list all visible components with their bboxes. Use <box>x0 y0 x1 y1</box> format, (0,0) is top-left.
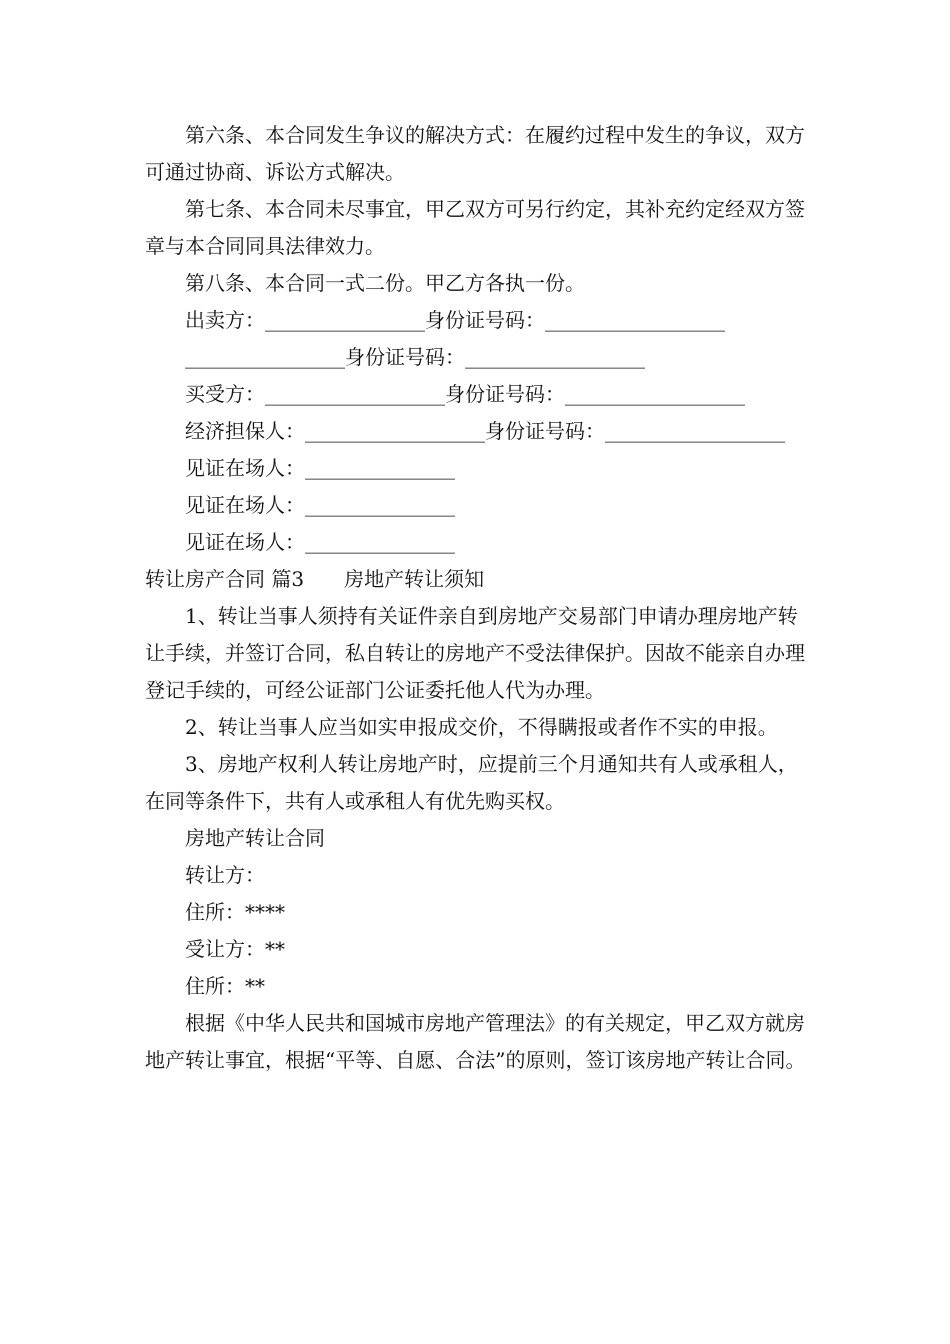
transferee-address-field: 住所：** <box>185 974 265 998</box>
transferee-field: 受让方：** <box>185 937 285 961</box>
document-body <box>145 117 810 1079</box>
notice-item-2: 2、转让当事人应当如实申报成交价，不得瞒报或者作不实的申报。 <box>185 715 778 739</box>
witness-signature-line: 见证在场人：_______________ <box>185 456 455 480</box>
transferor-field: 转让方： <box>185 863 265 887</box>
notice-item-3: 3、房地产权利人转让房地产时，应提前三个月通知共有人或承租人，在同等条件下，共有人或承租人有优先购买权。 <box>145 752 798 813</box>
section-heading: 转让房产合同 篇3 房地产转让须知 <box>145 567 485 591</box>
buyer-signature-line: 买受方：__________________身份证号码：__________________ <box>185 382 745 406</box>
article-6-paragraph: 第六条、本合同发生争议的解决方式：在履约过程中发生的争议，双方可通过协商、诉讼方式解决。 <box>145 123 805 184</box>
seller-second-signature-line: ________________身份证号码：__________________ <box>185 345 645 369</box>
seller-signature-line: 出卖方：________________身份证号码：__________________ <box>185 308 725 332</box>
guarantor-signature-line: 经济担保人：__________________身份证号码：__________________ <box>185 419 785 443</box>
witness-signature-line: 见证在场人：_______________ <box>185 493 455 517</box>
witness-signature-line: 见证在场人：_______________ <box>185 530 455 554</box>
notice-item-1: 1、转让当事人须持有关证件亲自到房地产交易部门申请办理房地产转让手续，并签订合同，私自转让的房地产不受法律保护。因故不能亲自办理登记手续的，可经公证部门公证委托他人代为办理。 <box>145 604 805 702</box>
contract-title: 房地产转让合同 <box>185 826 325 850</box>
article-7-paragraph: 第七条、本合同未尽事宜，甲乙双方可另行约定，其补充约定经双方签章与本合同同具法律效力。 <box>145 197 805 258</box>
preamble-paragraph: 根据《中华人民共和国城市房地产管理法》的有关规定，甲乙双方就房地产转让事宜，根据“平等、自愿、合法”的原则，签订该房地产转让合同。 <box>145 1011 806 1072</box>
article-8-paragraph: 第八条、本合同一式二份。甲乙方各执一份。 <box>185 271 585 295</box>
transferor-address-field: 住所：**** <box>185 900 285 924</box>
